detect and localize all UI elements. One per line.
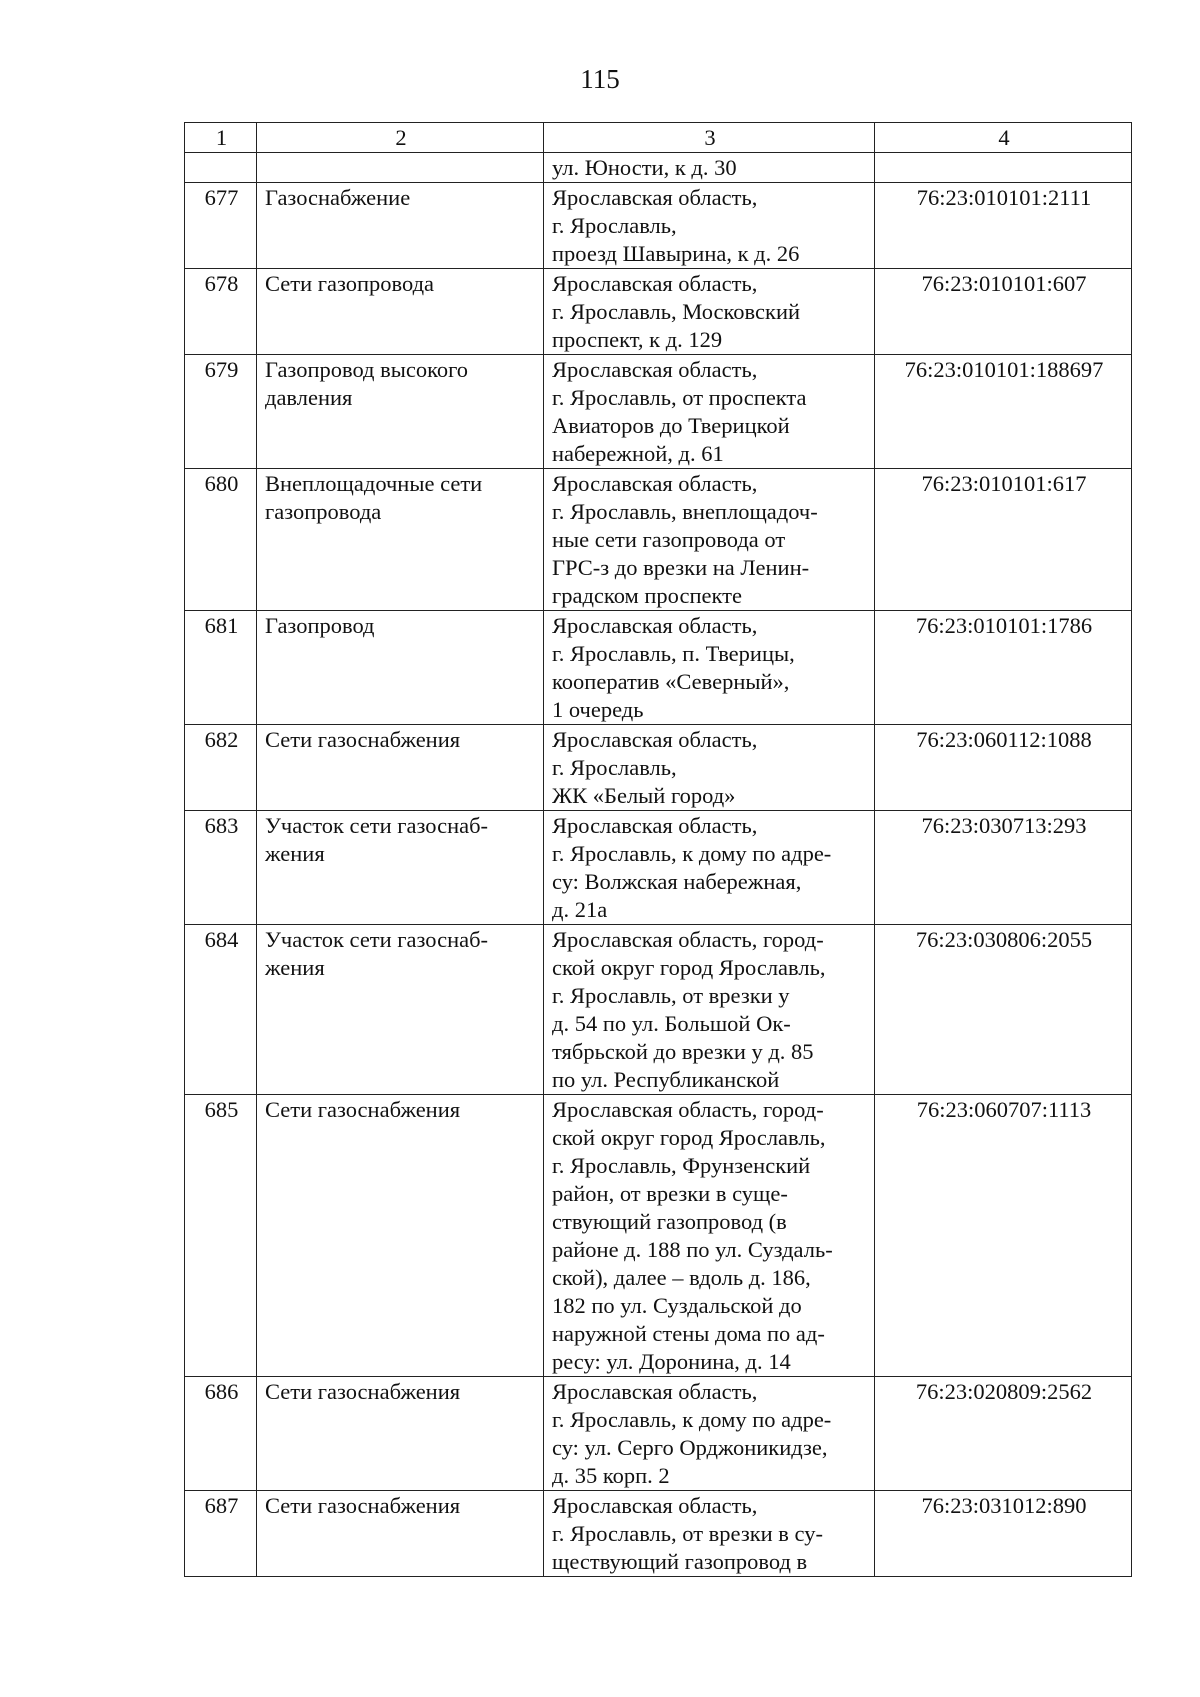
- row-number: 677: [185, 183, 257, 269]
- row-number: 678: [185, 269, 257, 355]
- object-address: Ярославская область, г. Ярославль, ЖК «Белый город»: [544, 725, 875, 811]
- table-row: [185, 611, 1132, 725]
- row-number: 683: [185, 811, 257, 925]
- object-name: [257, 153, 544, 183]
- object-name: Сети газоснабжения: [257, 1491, 544, 1577]
- object-address: Ярославская область, г. Ярославль, к дому по адре- су: ул. Серго Орджоникидзе, д. 35 корп. 2: [544, 1377, 875, 1491]
- header-col-2: 2: [257, 123, 544, 153]
- row-number: 686: [185, 1377, 257, 1491]
- cadastral-number: 76:23:031012:890: [875, 1491, 1132, 1577]
- table-row: [185, 183, 1132, 269]
- table-row: [185, 811, 1132, 925]
- row-number: 681: [185, 611, 257, 725]
- object-address: Ярославская область, г. Ярославль, внеплощадоч- ные сети газопровода от ГРС-з до врезки на Ленин- градском проспекте: [544, 469, 875, 611]
- table-row: [185, 1377, 1132, 1491]
- cadastral-number: 76:23:060112:1088: [875, 725, 1132, 811]
- object-name: Сети газоснабжения: [257, 725, 544, 811]
- table-row: [185, 469, 1132, 611]
- cadastral-number: 76:23:010101:1786: [875, 611, 1132, 725]
- row-number: [185, 153, 257, 183]
- cadastral-number: [875, 153, 1132, 183]
- cadastral-number: 76:23:020809:2562: [875, 1377, 1132, 1491]
- table-row: [185, 269, 1132, 355]
- header-col-3: 3: [544, 123, 875, 153]
- object-address: ул. Юности, к д. 30: [544, 153, 875, 183]
- table-row: [185, 355, 1132, 469]
- object-name: Участок сети газоснаб- жения: [257, 811, 544, 925]
- object-address: Ярославская область, г. Ярославль, проезд Шавырина, к д. 26: [544, 183, 875, 269]
- table-header: [185, 123, 1132, 153]
- table-row: [185, 1491, 1132, 1577]
- cadastral-number: 76:23:010101:2111: [875, 183, 1132, 269]
- object-address: Ярославская область, г. Ярославль, п. Тверицы, кооператив «Северный», 1 очередь: [544, 611, 875, 725]
- row-number: 682: [185, 725, 257, 811]
- row-number: 684: [185, 925, 257, 1095]
- object-address: Ярославская область, город- ской округ город Ярославль, г. Ярославль, от врезки у д. 54 по ул. Большой Ок- тябрьской до врезки у д. 85 по ул. Республиканской: [544, 925, 875, 1095]
- row-number: 685: [185, 1095, 257, 1377]
- registry-table: [184, 122, 1132, 1577]
- header-col-4: 4: [875, 123, 1132, 153]
- page-number: 115: [580, 64, 620, 94]
- object-name: Сети газоснабжения: [257, 1377, 544, 1491]
- object-address: Ярославская область, г. Ярославль, к дому по адре- су: Волжская набережная, д. 21а: [544, 811, 875, 925]
- row-number: 680: [185, 469, 257, 611]
- row-number: 679: [185, 355, 257, 469]
- cadastral-number: 76:23:010101:188697: [875, 355, 1132, 469]
- table-row: [185, 1095, 1132, 1377]
- table-row: [185, 925, 1132, 1095]
- cadastral-number: 76:23:010101:617: [875, 469, 1132, 611]
- row-number: 687: [185, 1491, 257, 1577]
- object-name: Сети газоснабжения: [257, 1095, 544, 1377]
- object-address: Ярославская область, г. Ярославль, от врезки в су- ществующий газопровод в: [544, 1491, 875, 1577]
- cadastral-number: 76:23:010101:607: [875, 269, 1132, 355]
- header-col-1: 1: [185, 123, 257, 153]
- object-address: Ярославская область, г. Ярославль, от проспекта Авиаторов до Тверицкой набережной, д. 61: [544, 355, 875, 469]
- object-name: Газоснабжение: [257, 183, 544, 269]
- continuation-row: [185, 153, 1132, 183]
- table-body: [185, 153, 1132, 1577]
- cadastral-number: 76:23:060707:1113: [875, 1095, 1132, 1377]
- object-name: Газопровод высокого давления: [257, 355, 544, 469]
- object-name: Внеплощадочные сети газопровода: [257, 469, 544, 611]
- object-address: Ярославская область, г. Ярославль, Московский проспект, к д. 129: [544, 269, 875, 355]
- object-address: Ярославская область, город- ской округ город Ярославль, г. Ярославль, Фрунзенский район, от врезки в суще- ствующий газопровод (в районе д. 188 по ул. Суздаль- ской), далее – вдоль д. 186, 182 по ул. Суздальской до наружной стены дома по ад- ресу: ул. Доронина, д. 14: [544, 1095, 875, 1377]
- table-row: [185, 725, 1132, 811]
- cadastral-number: 76:23:030713:293: [875, 811, 1132, 925]
- header-row: [185, 123, 1132, 153]
- cadastral-number: 76:23:030806:2055: [875, 925, 1132, 1095]
- object-name: Сети газопровода: [257, 269, 544, 355]
- object-name: Участок сети газоснаб- жения: [257, 925, 544, 1095]
- object-name: Газопровод: [257, 611, 544, 725]
